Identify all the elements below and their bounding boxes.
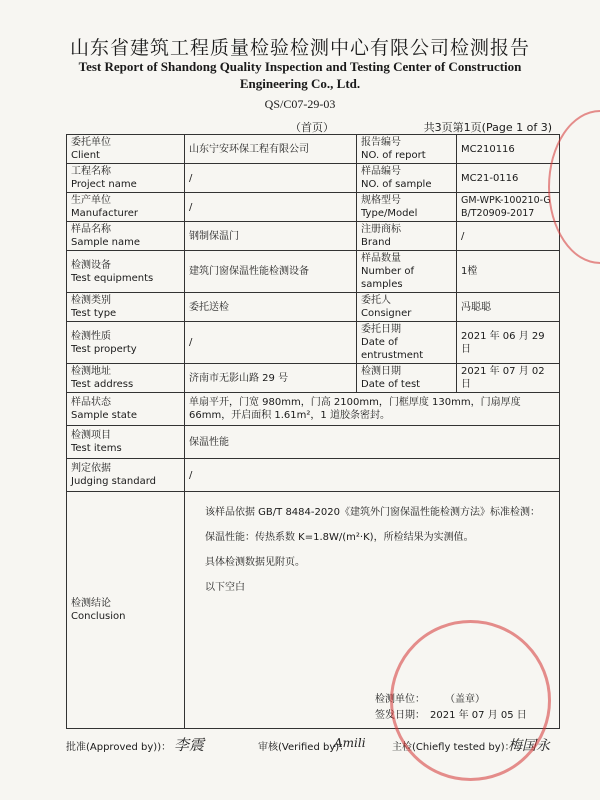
standard-value: / bbox=[185, 459, 560, 492]
conclusion-text bbox=[185, 506, 555, 606]
first-page-label: （首页） bbox=[290, 121, 334, 134]
model-label: 规格型号 Type/Model bbox=[357, 193, 457, 222]
num-samples-label: 样品数量 Number of samples bbox=[357, 251, 457, 293]
test-type-label: 检测类别 Test type bbox=[67, 293, 185, 322]
conclusion-line-2: 保温性能：传热系数 K=1.8W/(m²·K)，所检结果为实测值。 bbox=[205, 532, 474, 543]
entrust-date-label: 委托日期 Date of entrustment bbox=[357, 322, 457, 364]
sample-name-label: 样品名称 Sample name bbox=[67, 222, 185, 251]
conclusion-line-3: 具体检测数据见附页。 bbox=[205, 557, 305, 568]
brand-label: 注册商标 Brand bbox=[357, 222, 457, 251]
report-title-en: Test Report of Shandong Quality Inspection and Testing Center of Construction Engineering Co., Ltd. bbox=[78, 59, 522, 91]
approved-signature: 李震 bbox=[174, 736, 205, 754]
consigner-label: 委托人 Consigner bbox=[357, 293, 457, 322]
client-value: 山东宁安环保工程有限公司 bbox=[185, 135, 357, 164]
manufacturer-label: 生产单位 Manufacturer bbox=[67, 193, 185, 222]
model-value: GM-WPK-100210-GB/T20909-2017 bbox=[457, 193, 560, 222]
approved-label: 批准(Approved by))： bbox=[66, 742, 172, 753]
verified-label: 审核(Verified by)： bbox=[258, 742, 350, 753]
standard-label: 判定依据 Judging standard bbox=[67, 459, 185, 492]
test-items-value: 保温性能 bbox=[185, 426, 560, 459]
page-info: 共3页第1页(Page 1 of 3) bbox=[423, 121, 552, 134]
num-samples-value: 1樘 bbox=[457, 251, 560, 293]
red-seal-stamp bbox=[390, 620, 551, 781]
testing-unit-line: 检测单位： （盖章） bbox=[375, 694, 485, 705]
brand-value: / bbox=[457, 222, 560, 251]
test-items-label: 检测项目 Test items bbox=[67, 426, 185, 459]
project-value: / bbox=[185, 164, 357, 193]
tested-signature: 梅国永 bbox=[508, 738, 550, 754]
consigner-value: 冯聪聪 bbox=[457, 293, 560, 322]
sample-no-value: MC21-0116 bbox=[457, 164, 560, 193]
client-label: 委托单位 Client bbox=[67, 135, 185, 164]
report-no-label: 报告编号 NO. of report bbox=[357, 135, 457, 164]
test-date-value: 2021 年 07 月 02 日 bbox=[457, 364, 560, 393]
test-date-label: 检测日期 Date of test bbox=[357, 364, 457, 393]
sample-state-value: 单扇平开，门宽 980mm，门高 2100mm，门框厚度 130mm，门扇厚度 66mm，开启面积 1.61m²，1 道胶条密封。 bbox=[185, 393, 560, 426]
issue-date-line: 签发日期： 2021 年 07 月 05 日 bbox=[375, 710, 527, 721]
report-no-value: MC210116 bbox=[457, 135, 560, 164]
address-value: 济南市无影山路 29 号 bbox=[185, 364, 357, 393]
document-code: QS/C07-29-03 bbox=[264, 97, 336, 111]
conclusion-label: 检测结论 Conclusion bbox=[67, 492, 185, 729]
test-type-value: 委托送检 bbox=[185, 293, 357, 322]
sample-state-label: 样品状态 Sample state bbox=[67, 393, 185, 426]
property-label: 检测性质 Test property bbox=[67, 322, 185, 364]
sample-no-label: 样品编号 NO. of sample bbox=[357, 164, 457, 193]
verified-signature: Amili bbox=[334, 736, 366, 750]
sample-name-value: 钢制保温门 bbox=[185, 222, 357, 251]
equipment-label: 检测设备 Test equipments bbox=[67, 251, 185, 293]
manufacturer-value: / bbox=[185, 193, 357, 222]
property-value: / bbox=[185, 322, 357, 364]
report-title-cn: 山东省建筑工程质量检验检测中心有限公司检测报告 bbox=[69, 37, 530, 59]
tested-label: 主检(Chiefly tested by)： bbox=[392, 742, 515, 753]
entrust-date-value: 2021 年 06 月 29 日 bbox=[457, 322, 560, 364]
address-label: 检测地址 Test address bbox=[67, 364, 185, 393]
equipment-value: 建筑门窗保温性能检测设备 bbox=[185, 251, 357, 293]
conclusion-line-4: 以下空白 bbox=[205, 582, 245, 593]
project-label: 工程名称 Project name bbox=[67, 164, 185, 193]
conclusion-line-1: 该样品依据 GB/T 8484-2020《建筑外门窗保温性能检测方法》标准检测： bbox=[205, 507, 540, 518]
